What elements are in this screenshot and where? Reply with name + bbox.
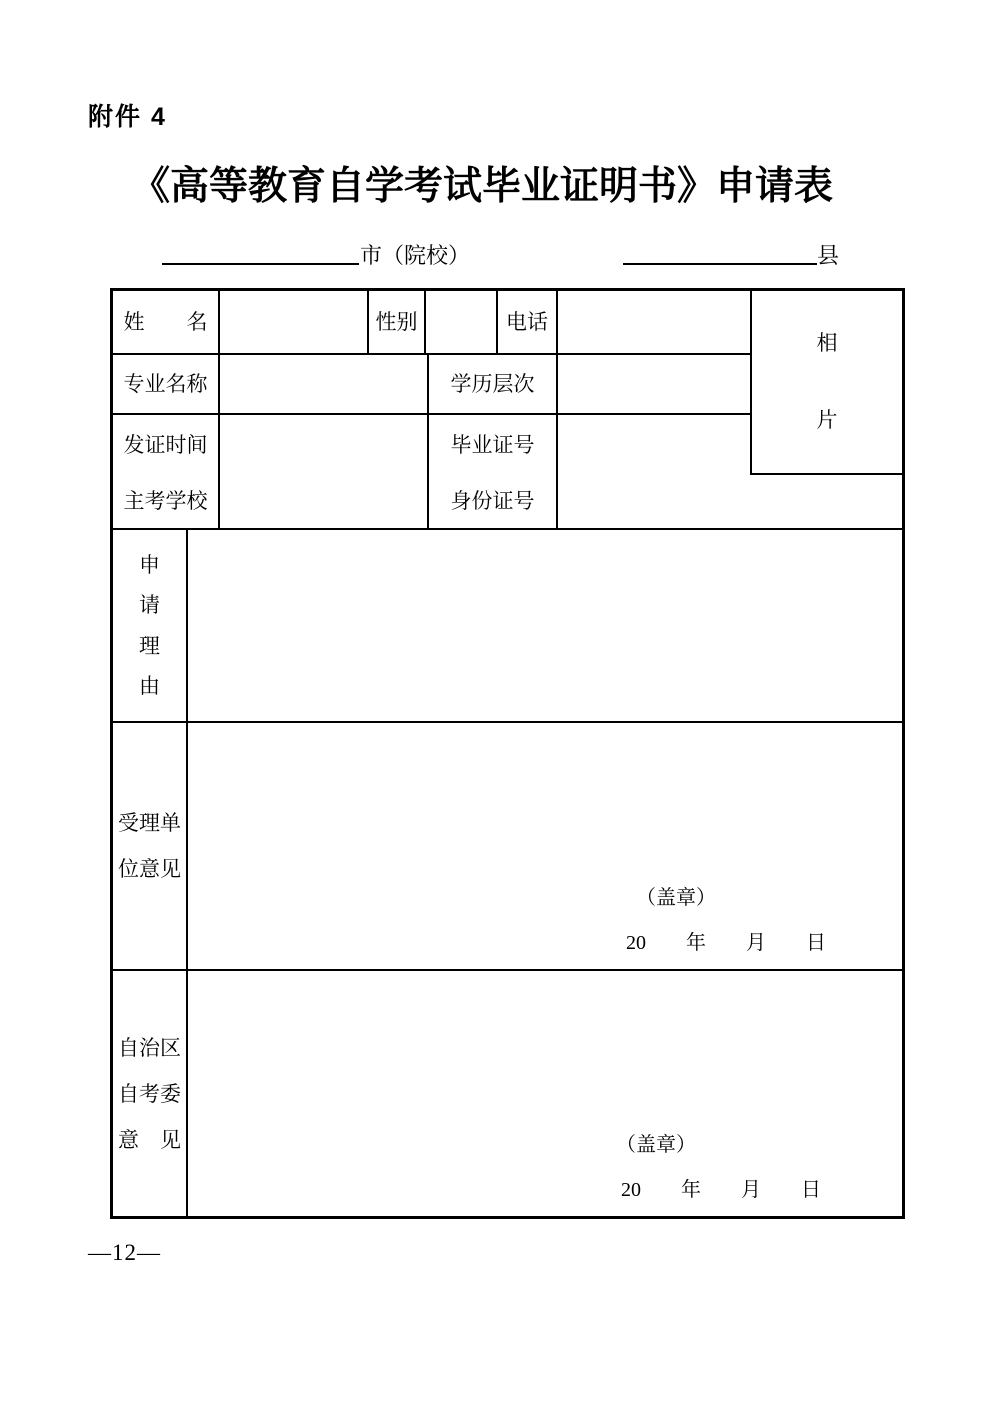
reason-value-cell bbox=[188, 530, 902, 723]
accept-unit-seal-note: （盖章） bbox=[636, 887, 716, 909]
id-no-value-cell bbox=[558, 475, 902, 530]
attachment-label: 附件 4 bbox=[88, 103, 167, 131]
photo-cell bbox=[752, 291, 902, 475]
reason-char-3: 理 bbox=[139, 633, 160, 658]
level-label: 学历层次 bbox=[429, 355, 558, 415]
name-value-cell bbox=[220, 291, 369, 355]
name-label: 姓 名 bbox=[113, 291, 220, 355]
issue-time-value-cell bbox=[220, 415, 429, 475]
city-underline bbox=[162, 237, 359, 265]
phone-value-cell bbox=[558, 291, 752, 355]
accept-unit-date-line: 20 年 月 日 bbox=[626, 932, 826, 954]
row-issue-diploma bbox=[113, 415, 752, 475]
county-underline bbox=[623, 237, 817, 265]
reason-label bbox=[113, 530, 188, 723]
row-accept-unit-opinion bbox=[113, 723, 902, 971]
committee-label-line2: 自考委 bbox=[118, 1081, 181, 1106]
accept-unit-label-line2: 位意见 bbox=[118, 857, 181, 881]
id-no-label: 身份证号 bbox=[429, 475, 558, 530]
application-form-table bbox=[110, 288, 905, 1219]
reason-char-1: 申 bbox=[139, 553, 160, 577]
gender-value-cell bbox=[426, 291, 498, 355]
reason-char-4: 由 bbox=[139, 673, 160, 698]
diploma-no-label: 毕业证号 bbox=[429, 415, 558, 475]
committee-date-line: 20 年 月 日 bbox=[621, 1179, 821, 1201]
county-suffix-label: 县 bbox=[817, 243, 840, 268]
reason-char-2: 请 bbox=[139, 593, 160, 618]
header-fill-line bbox=[0, 237, 992, 269]
row-application-reason bbox=[113, 530, 902, 723]
gender-label: 性别 bbox=[369, 291, 426, 355]
committee-opinion-cell bbox=[188, 971, 902, 1216]
accept-unit-label-line1: 受理单 bbox=[118, 811, 181, 835]
major-value-cell bbox=[220, 355, 429, 415]
committee-label bbox=[113, 971, 188, 1216]
row-major-level bbox=[113, 355, 752, 415]
accept-unit-label bbox=[113, 723, 188, 971]
row-name-gender-phone bbox=[113, 291, 752, 355]
top-rows-with-photo bbox=[113, 291, 902, 475]
committee-label-line3: 意 见 bbox=[118, 1127, 181, 1152]
row-school-id bbox=[113, 475, 902, 530]
school-value-cell bbox=[220, 475, 429, 530]
school-label: 主考学校 bbox=[113, 475, 220, 530]
page-number: —12— bbox=[88, 1240, 161, 1265]
phone-label: 电话 bbox=[498, 291, 558, 355]
row-committee-opinion bbox=[113, 971, 902, 1216]
photo-label-line1: 相 bbox=[816, 331, 838, 356]
accept-unit-opinion-cell bbox=[188, 723, 902, 971]
level-value-cell bbox=[558, 355, 752, 415]
city-suffix-label: 市（院校） bbox=[360, 243, 471, 268]
committee-seal-note: （盖章） bbox=[616, 1134, 696, 1156]
photo-label-line2: 片 bbox=[816, 408, 838, 433]
diploma-no-value-cell bbox=[558, 415, 752, 475]
major-label: 专业名称 bbox=[113, 355, 220, 415]
issue-time-label: 发证时间 bbox=[113, 415, 220, 475]
committee-label-line1: 自治区 bbox=[118, 1035, 181, 1060]
page-title: 《高等教育自学考试毕业证明书》申请表 bbox=[130, 165, 833, 208]
